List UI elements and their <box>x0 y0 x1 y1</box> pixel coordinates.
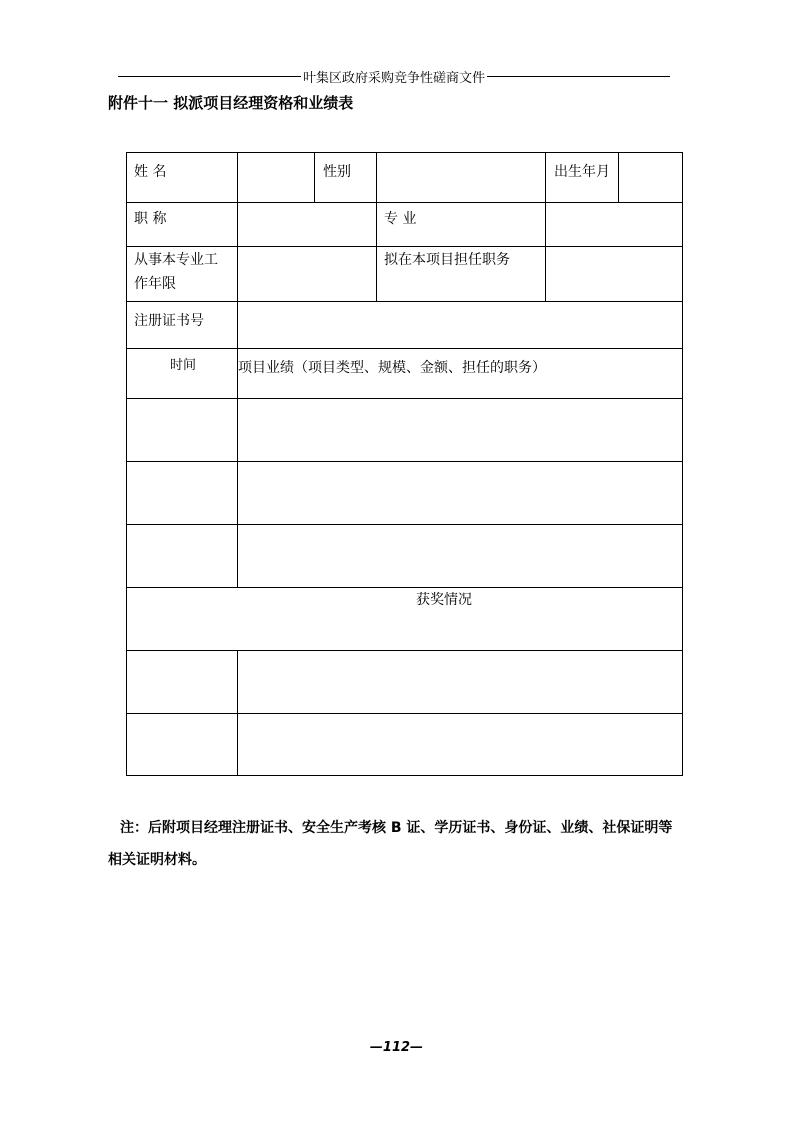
document-header <box>118 68 670 84</box>
header-rule-left <box>118 76 301 77</box>
column-divider <box>237 650 238 776</box>
major-label: 专 业 <box>384 211 417 227</box>
row-divider <box>126 524 683 525</box>
table-border-right <box>682 152 683 776</box>
row-divider <box>126 348 683 349</box>
work-years-label-line2: 作年限 <box>134 276 176 292</box>
column-divider <box>545 152 546 202</box>
header-text: 叶集区政府采购竞争性磋商文件 <box>303 70 486 86</box>
awards-section-header: 获奖情况 <box>416 592 472 608</box>
column-divider <box>618 152 619 202</box>
name-label: 姓 名 <box>134 164 167 180</box>
row-divider <box>126 246 683 247</box>
column-divider <box>376 202 377 301</box>
birth-date-label: 出生年月 <box>554 164 610 180</box>
column-divider <box>545 202 546 301</box>
performance-column-header: 项目业绩（项目类型、规模、金额、担任的职务） <box>238 360 546 376</box>
time-column-header: 时间 <box>170 358 197 373</box>
job-title-label: 职 称 <box>134 211 167 227</box>
row-divider <box>126 713 683 714</box>
row-divider <box>126 301 683 302</box>
page-number: —112— <box>369 1040 424 1055</box>
footnote: 注：后附项目经理注册证书、安全生产考核 B 证、学历证书、身份证、业绩、社保证明等相关证明材料。 <box>108 820 673 868</box>
row-divider <box>126 202 683 203</box>
page-title: 附件十一 拟派项目经理资格和业绩表 <box>108 94 354 112</box>
work-years-label-line1: 从事本专业工 <box>134 252 218 268</box>
gender-label: 性别 <box>323 164 351 180</box>
table-border-top <box>126 152 683 153</box>
proposed-position-label: 拟在本项目担任职务 <box>384 252 510 268</box>
table-border-bottom <box>126 775 683 776</box>
row-divider <box>126 461 683 462</box>
header-rule-right <box>487 76 670 77</box>
row-divider <box>126 587 683 588</box>
table-border-left <box>126 152 127 776</box>
qualification-form-table <box>126 152 683 776</box>
row-divider <box>126 650 683 651</box>
column-divider <box>376 152 377 202</box>
column-divider <box>314 152 315 202</box>
row-divider <box>126 398 683 399</box>
certificate-number-label: 注册证书号 <box>134 313 204 329</box>
